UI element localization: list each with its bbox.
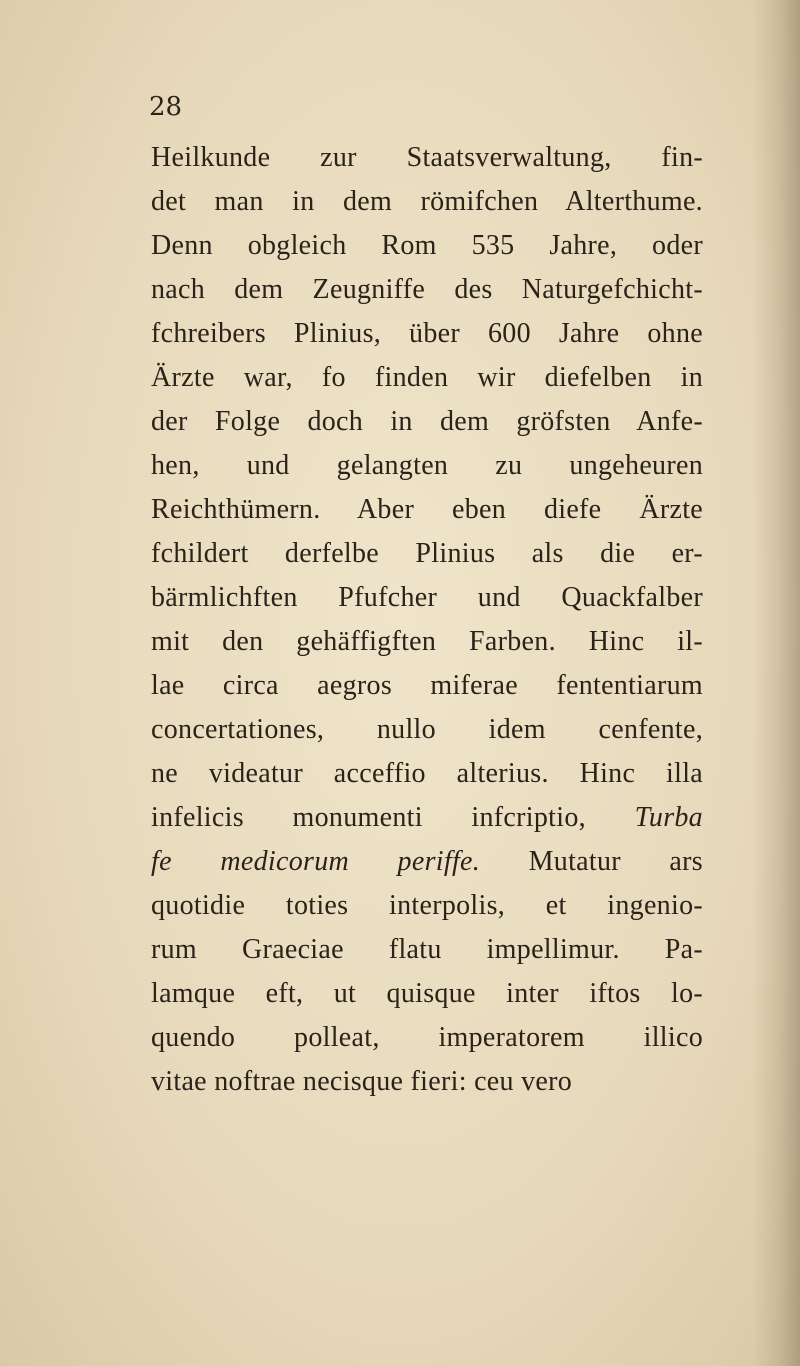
text-line-19: rum Graeciae flatu impellimur. Pa- — [151, 934, 703, 965]
text-line-18: quotidie toties interpolis, et ingenio- — [151, 890, 703, 921]
text-line-4: nach dem Zeugniffe des Naturgefchicht- — [151, 274, 703, 305]
text-line-20: lamque eft, ut quisque inter iftos lo- — [151, 978, 703, 1009]
text-line-16 — [151, 796, 703, 840]
text-line-14: concertationes, nullo idem cenfente, — [151, 714, 703, 745]
text-line-1: Heilkunde zur Staatsverwaltung, fin- — [151, 142, 703, 173]
page-number: 28 — [149, 92, 183, 122]
text-line-17-roman: Mutatur ars — [480, 846, 703, 877]
text-line-6: Ärzte war, fo finden wir diefelben in — [151, 362, 703, 393]
text-line-5: fchreibers Plinius, über 600 Jahre ohne — [151, 318, 703, 349]
body-text — [151, 136, 703, 1104]
text-line-3: Denn obgleich Rom 535 Jahre, oder — [151, 230, 703, 261]
text-line-2: det man in dem römifchen Alterthume. — [151, 186, 703, 217]
text-line-8: hen, und gelangten zu ungeheuren — [151, 450, 703, 481]
text-line-10: fchildert derfelbe Plinius als die er- — [151, 538, 703, 569]
text-line-16-roman: infelicis monumenti infcriptio, — [151, 802, 635, 833]
text-line-17-italic: fe medicorum periffe. — [151, 846, 481, 877]
text-line-21: quendo polleat, imperatorem illico — [151, 1022, 703, 1053]
text-line-22: vitae noftrae necisque fieri: ceu vero — [151, 1066, 573, 1097]
text-line-16-italic: Turba — [634, 802, 703, 833]
text-line-17 — [151, 840, 703, 884]
text-line-15: ne videatur acceffio alterius. Hinc illa — [151, 758, 703, 789]
text-line-11: bärmlichften Pfufcher und Quackfalber — [151, 582, 703, 613]
text-line-12: mit den gehäffigften Farben. Hinc il- — [151, 626, 703, 657]
text-line-7: der Folge doch in dem gröfsten Anfe- — [151, 406, 703, 437]
text-line-9: Reichthümern. Aber eben diefe Ärzte — [151, 494, 703, 525]
text-line-13: lae circa aegros miferae fententiarum — [151, 670, 703, 701]
page-gutter-shadow — [752, 0, 800, 1366]
